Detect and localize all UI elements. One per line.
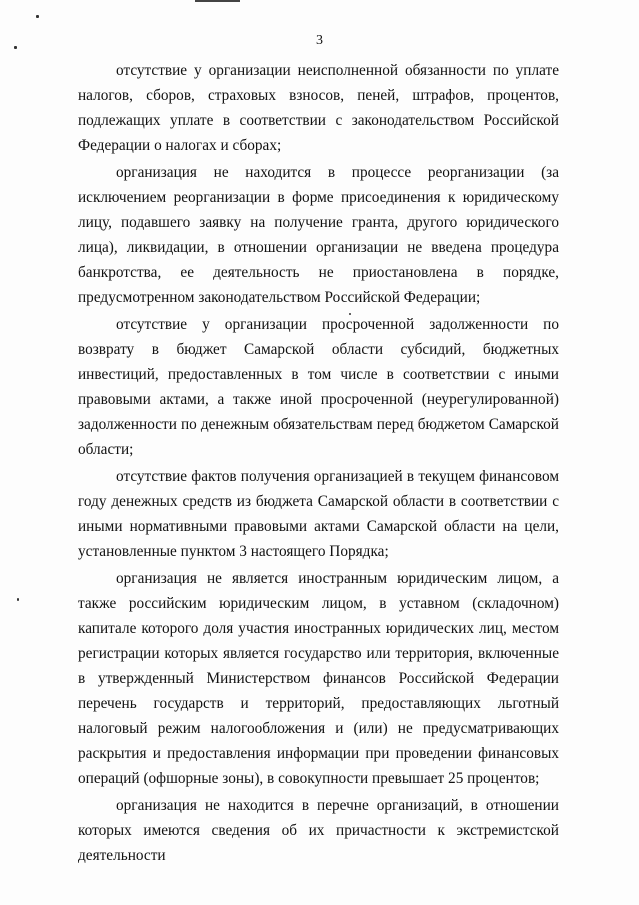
paragraph: организация не находится в процессе реорганизации (за исключением реорганизации в форме присоединения к юридическому лицу, подавшего заявку на получение гранта, другого юридического лица), ликвидации, в отношении организации не введена процедура банкротства, ее деятельность не приостановлена в порядке, предусмотренном законодательством Российской Федерации;: [78, 164, 559, 306]
paragraph: отсутствие у организации неисполненной обязанности по уплате налогов, сборов, страховых взносов, пеней, штрафов, процентов, подлежащих уплате в соответствии с законодательством Российской Федерации о налогах и сборах;: [78, 62, 559, 154]
paragraph: отсутствие фактов получения организацией в текущем финансовом году денежных средств из бюджета Самарской области в соответствии с иными нормативными правовыми актами Самарской области на цели, установленные пунктом 3 настоящего Порядка;: [78, 468, 559, 560]
scan-mark: [195, 0, 240, 2]
paragraph: организация не является иностранным юридическим лицом, а также российским юридическим лицом, в уставном (складочном) капитале которого доля участия иностранных юридических лиц, местом регистрации которых является государство или территория, включенные в утвержденный Министерством финансов Российской Федерации перечень государств и территорий, предоставляющих льготный налоговый режим налогообложения и (или) не предусматривающих раскрытия и предоставления информации при проведении финансовых операций (офшорные зоны), в совокупности превышает 25 процентов;: [78, 570, 559, 787]
paragraph: отсутствие у организации просроченной задолженности по возврату в бюджет Самарской области субсидий, бюджетных инвестиций, предоставленных в том числе в соответствии с иными правовыми актами, а также иной просроченной (неурегулированной) задолженности по денежным обязательствам перед бюджетом Самарской области;: [78, 316, 559, 458]
scan-speck: [17, 598, 19, 601]
page-number: 3: [316, 33, 323, 48]
body-text: [78, 58, 559, 870]
scan-speck: [36, 15, 39, 18]
paragraph: организация не находится в перечне организаций, в отношении которых имеются сведения об их причастности к экстремистской деятельности: [78, 797, 559, 864]
